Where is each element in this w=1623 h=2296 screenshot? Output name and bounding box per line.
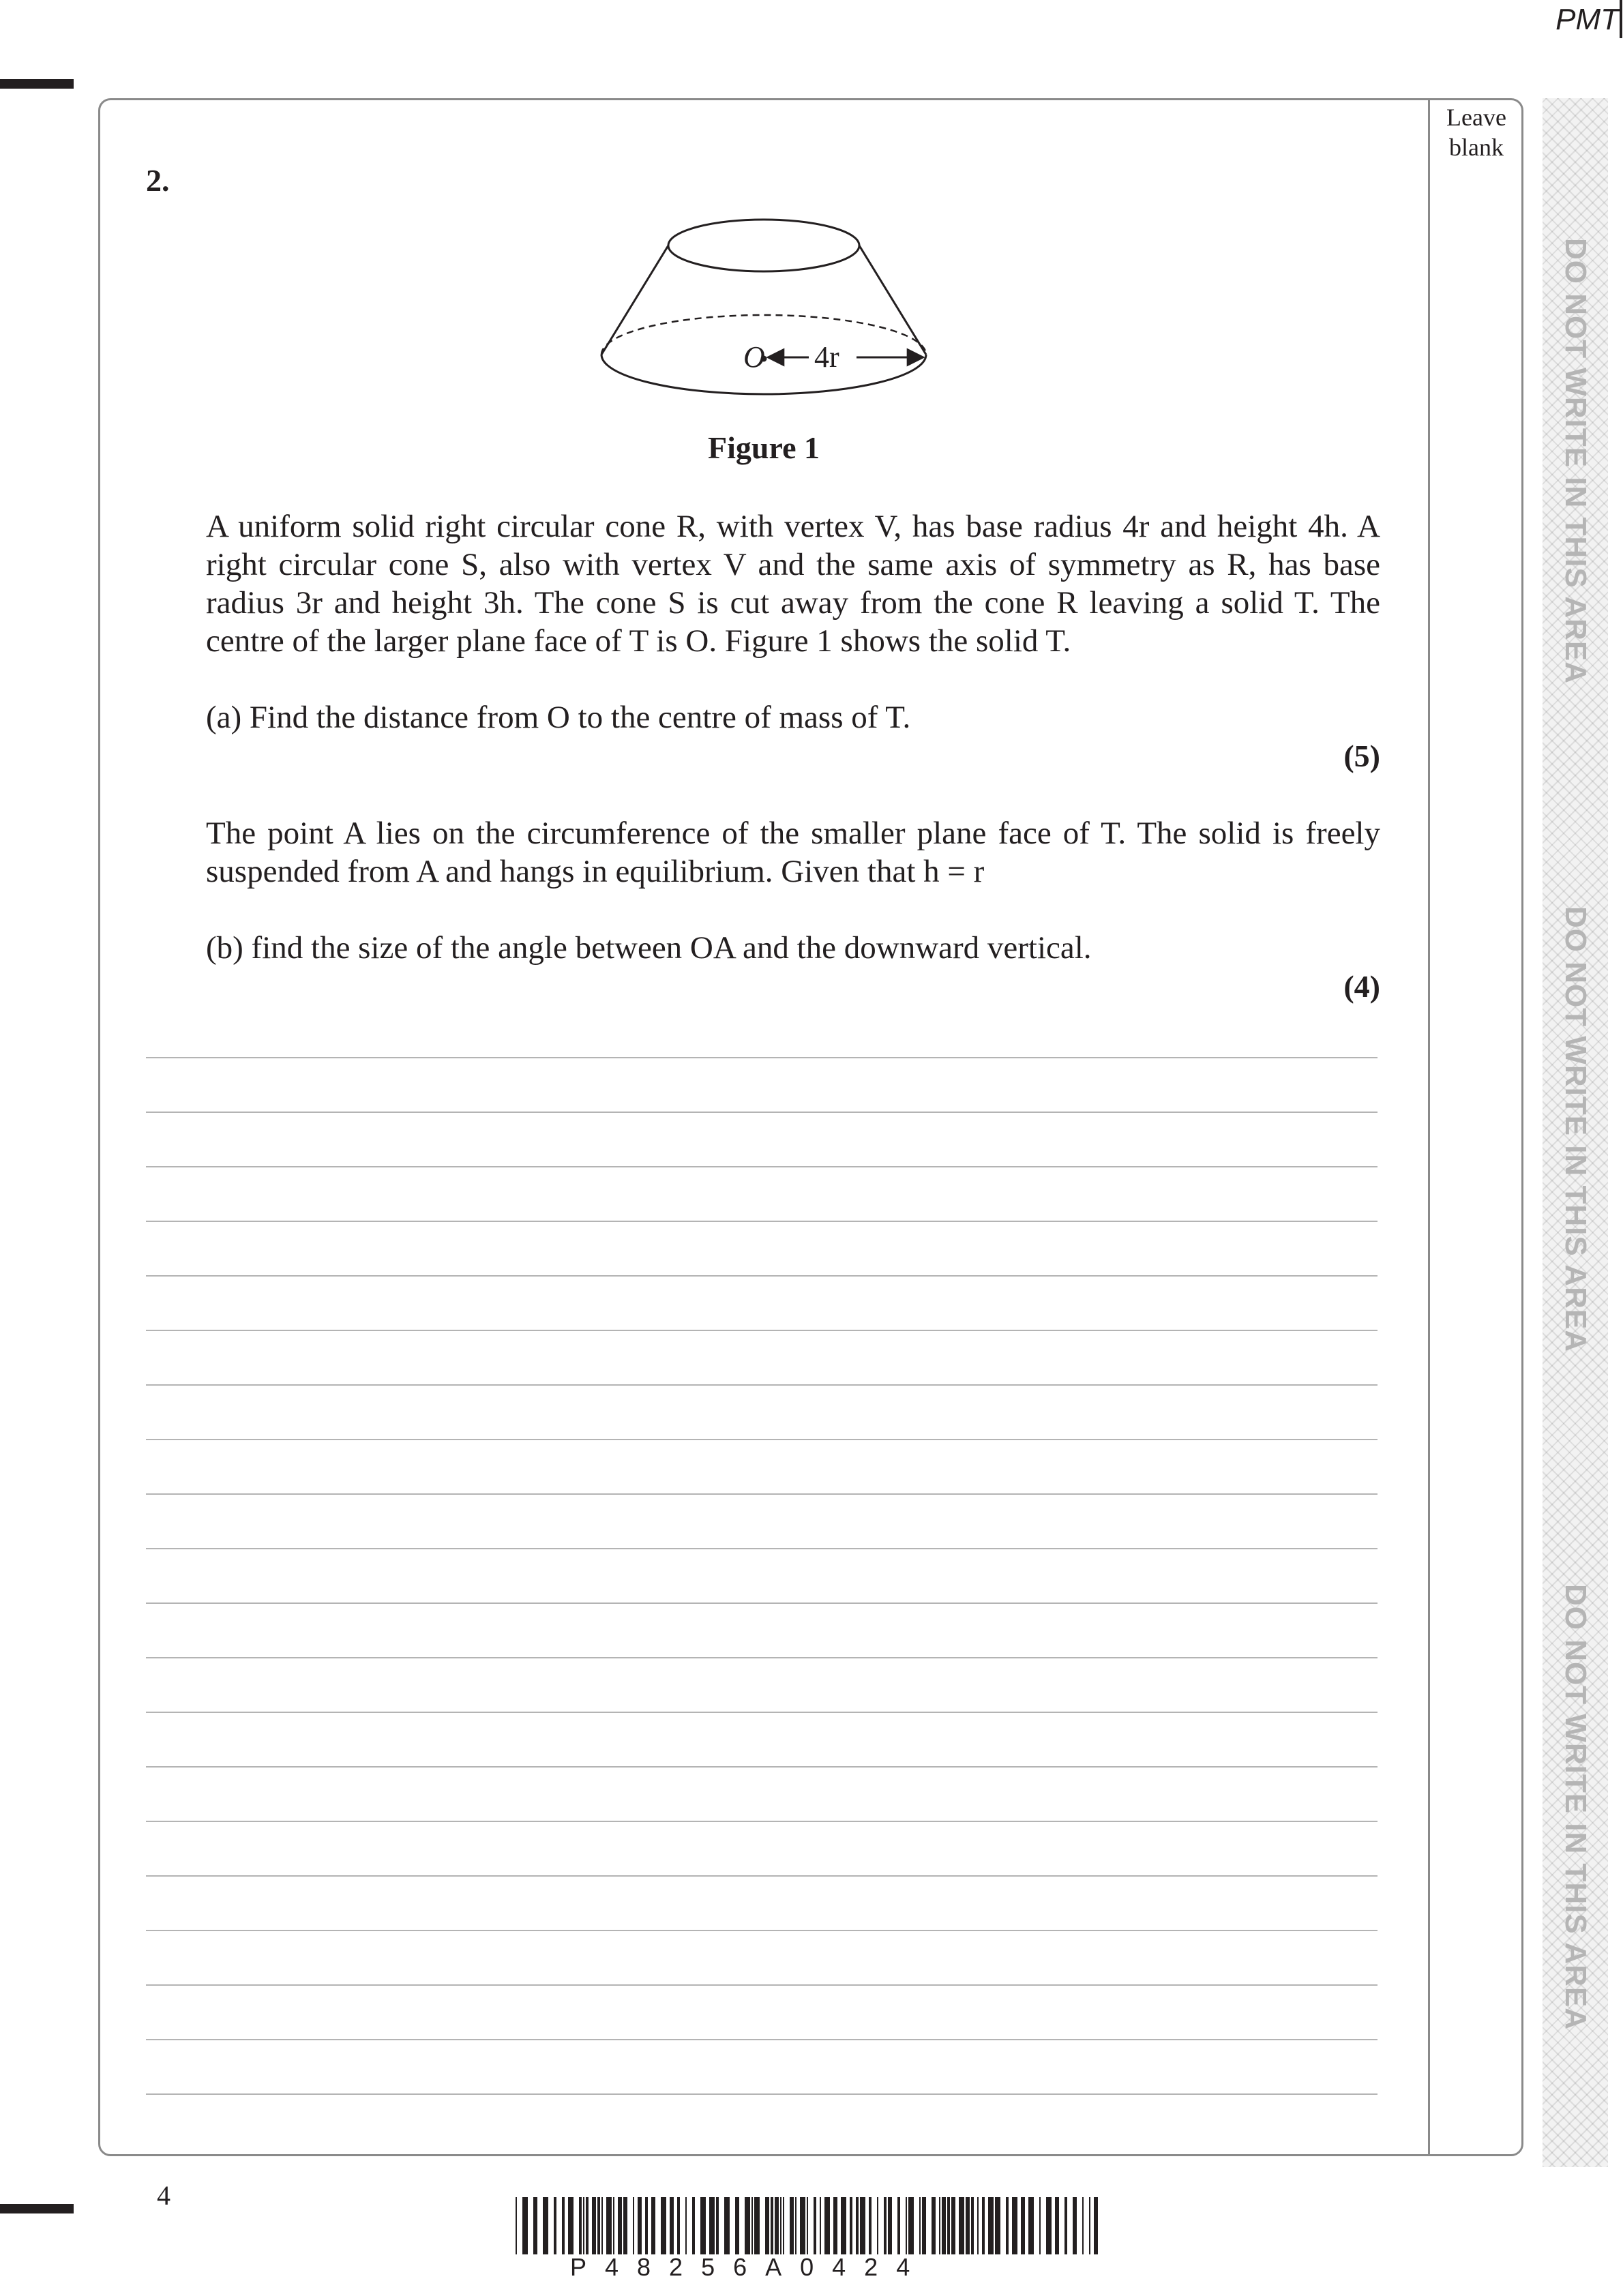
barcode	[516, 2197, 1102, 2254]
barcode-bar	[1094, 2197, 1098, 2254]
barcode-bar	[745, 2197, 750, 2254]
barcode-bar	[1073, 2197, 1077, 2254]
barcode-bar	[516, 2197, 517, 2254]
barcode-bar	[919, 2197, 921, 2254]
barcode-bar	[543, 2197, 548, 2254]
barcode-bar	[775, 2197, 779, 2254]
barcode-bar	[522, 2197, 528, 2254]
leave-blank-divider	[1428, 100, 1430, 2155]
barcode-bar	[754, 2197, 760, 2254]
barcode-bar	[685, 2197, 687, 2254]
barcode-bar	[841, 2197, 846, 2254]
barcode-bar	[716, 2197, 719, 2254]
answer-line-7[interactable]	[146, 1384, 1378, 1386]
barcode-bar	[966, 2197, 970, 2254]
barcode-bar	[951, 2197, 955, 2254]
barcode-bar	[932, 2197, 936, 2254]
barcode-bar	[884, 2197, 887, 2254]
barcode-bar	[1021, 2197, 1025, 2254]
barcode-bar	[583, 2197, 584, 2254]
barcode-bar	[877, 2197, 878, 2254]
barcode-bar	[606, 2197, 612, 2254]
answer-line-5[interactable]	[146, 1275, 1378, 1277]
barcode-bar	[995, 2197, 1000, 2254]
answer-line-18[interactable]	[146, 1984, 1378, 1986]
answer-line-19[interactable]	[146, 2039, 1378, 2040]
right-slant-edge	[859, 245, 926, 355]
answer-line-6[interactable]	[146, 1330, 1378, 1331]
left-slant-edge	[601, 245, 668, 355]
barcode-bar	[692, 2197, 695, 2254]
answer-line-16[interactable]	[146, 1875, 1378, 1877]
barcode-bar	[908, 2197, 914, 2254]
barcode-bar	[597, 2197, 600, 2254]
corner-mark	[1620, 0, 1622, 38]
answer-line-3[interactable]	[146, 1166, 1378, 1167]
barcode-bar	[807, 2197, 808, 2254]
barcode-bar	[568, 2197, 574, 2254]
part-a-marks: (5)	[1343, 739, 1380, 773]
barcode-bar	[780, 2197, 781, 2254]
barcode-bar	[670, 2197, 674, 2254]
barcode-bar	[922, 2197, 926, 2254]
barcode-bar	[971, 2197, 974, 2254]
barcode-bar	[790, 2197, 794, 2254]
barcode-bar	[982, 2197, 985, 2254]
barcode-bar	[1012, 2197, 1017, 2254]
barcode-bar	[814, 2197, 816, 2254]
barcode-bar	[1089, 2197, 1090, 2254]
barcode-bar	[939, 2197, 940, 2254]
barcode-bar	[988, 2197, 994, 2254]
barcode-bar	[977, 2197, 979, 2254]
middle-line-2: suspended from A and hangs in equilibrium. Given that h = r	[206, 854, 985, 889]
answer-line-12[interactable]	[146, 1657, 1378, 1658]
barcode-bar	[795, 2197, 796, 2254]
answer-line-2[interactable]	[146, 1112, 1378, 1113]
do-not-write-label-1: DO NOT WRITE IN THIS AREA	[1559, 237, 1592, 685]
barcode-bar	[645, 2197, 648, 2254]
intro-line-3: radius 3r and height 3h. The cone S is cut away from the cone R leaving a solid T. The	[206, 585, 1380, 621]
barcode-bar	[860, 2197, 865, 2254]
answer-line-17[interactable]	[146, 1930, 1378, 1931]
barcode-bar	[554, 2197, 556, 2254]
barcode-bar	[1006, 2197, 1009, 2254]
answer-line-8[interactable]	[146, 1439, 1378, 1440]
barcode-bar	[601, 2197, 603, 2254]
barcode-bar	[586, 2197, 589, 2254]
leave-blank-label: Leave blank	[1446, 104, 1506, 161]
barcode-bar	[735, 2197, 739, 2254]
answer-line-9[interactable]	[146, 1493, 1378, 1495]
barcode-bar	[1055, 2197, 1059, 2254]
do-not-write-label-3: DO NOT WRITE IN THIS AREA	[1559, 1583, 1592, 2031]
answer-line-1[interactable]	[146, 1057, 1378, 1058]
barcode-bar	[618, 2197, 622, 2254]
part-b-text: (b) find the size of the angle between OA and the downward vertical.	[206, 930, 1092, 966]
barcode-bar	[1039, 2197, 1041, 2254]
barcode-bar	[1082, 2197, 1084, 2254]
part-b-marks: (4)	[1343, 969, 1380, 1004]
barcode-bar	[824, 2197, 830, 2254]
barcode-bar	[869, 2197, 872, 2254]
label-4r: 4r	[814, 340, 839, 374]
barcode-bar	[633, 2197, 634, 2254]
barcode-bar	[700, 2197, 706, 2254]
figure-frustum	[586, 203, 941, 427]
barcode-bar	[1046, 2197, 1052, 2254]
barcode-bar	[765, 2197, 769, 2254]
question-number: 2.	[146, 163, 170, 198]
answer-line-15[interactable]	[146, 1821, 1378, 1822]
registration-mark-top	[0, 79, 74, 89]
barcode-bar	[638, 2197, 642, 2254]
barcode-bar	[771, 2197, 773, 2254]
barcode-bar	[1064, 2197, 1067, 2254]
page-number: 4	[157, 2180, 170, 2211]
barcode-text: P48256A0424	[570, 2253, 929, 2281]
barcode-bar	[751, 2197, 753, 2254]
middle-line-1: The point A lies on the circumference of the smaller plane face of T. The solid is freely	[206, 816, 1380, 851]
barcode-bar	[661, 2197, 666, 2254]
do-not-write-label-2: DO NOT WRITE IN THIS AREA	[1559, 906, 1592, 1353]
answer-line-10[interactable]	[146, 1548, 1378, 1549]
barcode-bar	[651, 2197, 655, 2254]
barcode-bar	[579, 2197, 582, 2254]
answer-line-11[interactable]	[146, 1602, 1378, 1604]
answer-line-4[interactable]	[146, 1221, 1378, 1222]
barcode-bar	[888, 2197, 892, 2254]
barcode-bar	[533, 2197, 537, 2254]
barcode-bar	[959, 2197, 964, 2254]
intro-line-4: centre of the larger plane face of T is O. Figure 1 shows the solid T.	[206, 623, 1071, 659]
barcode-bar	[1028, 2197, 1034, 2254]
barcode-bar	[833, 2197, 837, 2254]
figure-caption: Figure 1	[708, 430, 820, 465]
barcode-bar	[856, 2197, 859, 2254]
barcode-bar	[942, 2197, 946, 2254]
part-a-text: (a) Find the distance from O to the centre of mass of T.	[206, 700, 911, 735]
answer-line-20[interactable]	[146, 2093, 1378, 2095]
barcode-bar	[562, 2197, 565, 2254]
barcode-bar	[623, 2197, 627, 2254]
barcode-bar	[613, 2197, 614, 2254]
intro-line-1: A uniform solid right circular cone R, with vertex V, has base radius 4r and height 4h. A	[206, 509, 1380, 544]
barcode-bar	[947, 2197, 950, 2254]
barcode-bar	[906, 2197, 907, 2254]
pmt-watermark: PMT	[1555, 3, 1619, 36]
label-O: O	[743, 340, 765, 374]
barcode-bar	[783, 2197, 784, 2254]
registration-mark-bottom	[0, 2204, 74, 2213]
barcode-bar	[709, 2197, 715, 2254]
top-face-ellipse	[668, 220, 859, 271]
barcode-bar	[724, 2197, 730, 2254]
answer-line-13[interactable]	[146, 1712, 1378, 1713]
barcode-bar	[897, 2197, 900, 2254]
barcode-bar	[850, 2197, 852, 2254]
barcode-bar	[820, 2197, 821, 2254]
barcode-bar	[592, 2197, 596, 2254]
barcode-bar	[800, 2197, 805, 2254]
intro-line-2: right circular cone S, also with vertex V and the same axis of symmetry as R, has base	[206, 547, 1380, 582]
barcode-bar	[677, 2197, 680, 2254]
answer-line-14[interactable]	[146, 1766, 1378, 1768]
